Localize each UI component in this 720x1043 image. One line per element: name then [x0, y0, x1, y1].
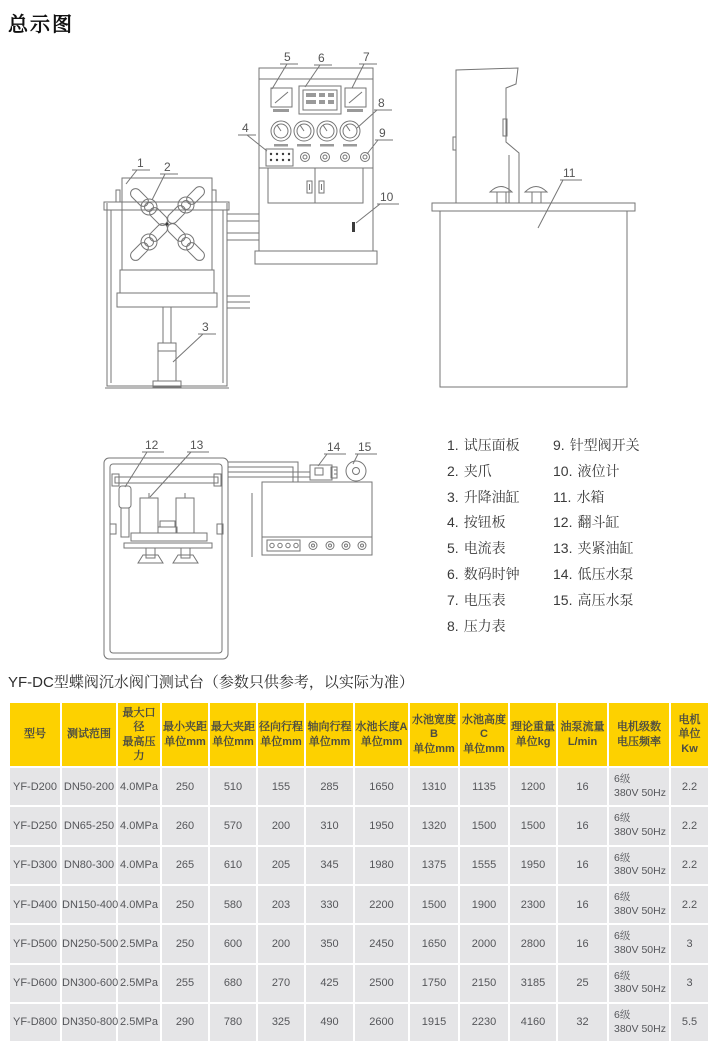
table-cell: 1915 [410, 1004, 458, 1041]
legend-item: 10. 液位计 [553, 462, 620, 479]
table-cell: DN65-250 [62, 807, 116, 844]
button-panel-icon [266, 149, 293, 166]
legend-col-1 [447, 433, 520, 639]
table-cell: 2.2 [671, 768, 708, 805]
level-gauge-icon [352, 222, 355, 232]
legend-item: 2. 夹爪 [447, 462, 492, 479]
column-header: 轴向行程 单位mm [306, 703, 353, 766]
table-row [10, 768, 708, 805]
legend-col-2 [553, 433, 640, 614]
table-cell: 1650 [410, 925, 458, 962]
table-cell: YF-D500 [10, 925, 60, 962]
table-cell: 350 [306, 925, 353, 962]
legend-item: 13. 夹紧油缸 [553, 540, 634, 557]
callout-13: 13 [190, 438, 204, 452]
table-cell: 200 [258, 925, 304, 962]
low-pressure-pump-icon [310, 465, 337, 480]
table-cell: 2000 [460, 925, 508, 962]
table-cell: 2600 [355, 1004, 408, 1041]
table-cell: 330 [306, 886, 353, 923]
column-header: 电机 单位Kw [671, 703, 708, 766]
callout-8: 8 [378, 96, 385, 110]
table-cell: 1500 [460, 807, 508, 844]
tilt-tank-drawing [104, 458, 372, 659]
table-cell: 203 [258, 886, 304, 923]
callout-6: 6 [318, 51, 325, 65]
table-cell: 1500 [510, 807, 556, 844]
callout-2: 2 [164, 160, 171, 174]
table-cell: 16 [558, 925, 607, 962]
table-cell: 155 [258, 768, 304, 805]
table-cell: 4160 [510, 1004, 556, 1041]
table-cell: 260 [162, 807, 208, 844]
table-cell: 1950 [355, 807, 408, 844]
column-header: 油泵流量 L/min [558, 703, 607, 766]
table-cell: 2200 [355, 886, 408, 923]
table-cell: YF-D300 [10, 847, 60, 884]
table-cell: 490 [306, 1004, 353, 1041]
table-cell: 250 [162, 886, 208, 923]
table-cell: 580 [210, 886, 256, 923]
spec-table [8, 701, 710, 1043]
table-cell: 1650 [355, 768, 408, 805]
table-cell: YF-D600 [10, 965, 60, 1002]
table-cell: YF-D200 [10, 768, 60, 805]
table-cell: 2800 [510, 925, 556, 962]
column-header: 水池高度C 单位mm [460, 703, 508, 766]
table-cell: 1200 [510, 768, 556, 805]
callout-5: 5 [284, 50, 291, 64]
table-cell: YF-D400 [10, 886, 60, 923]
legend-item: 11. 水箱 [553, 488, 605, 505]
pressure-gauges-icon [271, 121, 360, 147]
table-cell: 1375 [410, 847, 458, 884]
table-cell: DN250-500 [62, 925, 116, 962]
table-cell: 4.0MPa [118, 768, 160, 805]
table-cell: 16 [558, 847, 607, 884]
table-cell: 680 [210, 965, 256, 1002]
column-header: 电机级数 电压频率 [609, 703, 669, 766]
callout-4: 4 [242, 121, 249, 135]
table-cell: 2.5MPa [118, 925, 160, 962]
table-cell: 6级 380V 50Hz [609, 886, 669, 923]
table-cell: 2450 [355, 925, 408, 962]
callout-7: 7 [363, 50, 370, 64]
table-cell: 25 [558, 965, 607, 1002]
table-cell: YF-D250 [10, 807, 60, 844]
table-cell: 345 [306, 847, 353, 884]
callout-3: 3 [202, 320, 209, 334]
table-cell: 1310 [410, 768, 458, 805]
callout-9: 9 [379, 126, 386, 140]
column-header: 水池宽度B 单位mm [410, 703, 458, 766]
page-title: 总示图 [8, 14, 74, 36]
table-cell: 510 [210, 768, 256, 805]
table-cell: 425 [306, 965, 353, 1002]
table-row [10, 1004, 708, 1041]
ammeter-icon [271, 88, 292, 112]
spec-table-body [10, 768, 708, 1041]
table-cell: 200 [258, 807, 304, 844]
table-cell: 325 [258, 1004, 304, 1041]
table-cell: 1950 [510, 847, 556, 884]
column-header: 型号 [10, 703, 60, 766]
column-header: 最大夹距 单位mm [210, 703, 256, 766]
table-cell: 205 [258, 847, 304, 884]
legend-item: 6. 数码时钟 [447, 565, 520, 582]
voltmeter-icon [345, 88, 366, 112]
table-cell: 3 [671, 965, 708, 1002]
legend-item: 12. 翻斗缸 [553, 514, 620, 531]
table-cell: 1135 [460, 768, 508, 805]
column-header: 测试范围 [62, 703, 116, 766]
column-header: 最小夹距 单位mm [162, 703, 208, 766]
high-pressure-pump-icon [346, 461, 366, 481]
table-cell: 600 [210, 925, 256, 962]
table-cell: 6级 380V 50Hz [609, 1004, 669, 1041]
table-cell: 610 [210, 847, 256, 884]
table-cell: 6级 380V 50Hz [609, 807, 669, 844]
table-cell: 265 [162, 847, 208, 884]
table-cell: 3185 [510, 965, 556, 1002]
table-cell: 4.0MPa [118, 886, 160, 923]
column-header: 理论重量 单位kg [510, 703, 556, 766]
table-cell: 4.0MPa [118, 807, 160, 844]
table-row [10, 807, 708, 844]
table-cell: 250 [162, 925, 208, 962]
table-title: YF-DC型蝶阀沉水阀门测试台（参数只供参考，以实际为准） [8, 674, 414, 691]
press-machine-drawing [104, 178, 259, 388]
table-cell: 570 [210, 807, 256, 844]
legend-item: 8. 压力表 [447, 617, 506, 634]
table-cell: 2.2 [671, 886, 708, 923]
table-cell: DN80-300 [62, 847, 116, 884]
callout-14: 14 [327, 440, 341, 454]
callout-15: 15 [358, 440, 372, 454]
table-cell: 16 [558, 768, 607, 805]
water-tank-drawing [432, 68, 635, 387]
table-cell: 2.5MPa [118, 1004, 160, 1041]
table-cell: 285 [306, 768, 353, 805]
table-cell: 2.5MPa [118, 965, 160, 1002]
table-cell: 32 [558, 1004, 607, 1041]
table-cell: 2230 [460, 1004, 508, 1041]
table-row [10, 965, 708, 1002]
callouts [125, 50, 582, 497]
table-cell: YF-D800 [10, 1004, 60, 1041]
callout-12: 12 [145, 438, 159, 452]
table-cell: 3 [671, 925, 708, 962]
table-cell: 5.5 [671, 1004, 708, 1041]
table-cell: 310 [306, 807, 353, 844]
table-cell: 255 [162, 965, 208, 1002]
column-header: 最大口径 最高压力 [118, 703, 160, 766]
digital-clock-icon [299, 86, 341, 114]
table-cell: 2.2 [671, 847, 708, 884]
legend-item: 3. 升降油缸 [447, 488, 520, 505]
spec-table-header-row [10, 703, 708, 766]
table-cell: 16 [558, 807, 607, 844]
callout-10: 10 [380, 190, 394, 204]
table-cell: DN350-800 [62, 1004, 116, 1041]
table-cell: 270 [258, 965, 304, 1002]
legend-item: 1. 试压面板 [447, 437, 520, 453]
callout-11: 11 [563, 166, 576, 180]
table-cell: 1750 [410, 965, 458, 1002]
legend-item: 9. 针型阀开关 [553, 437, 640, 453]
table-cell: 1555 [460, 847, 508, 884]
spec-section [8, 671, 712, 1043]
legend-item: 15. 高压水泵 [553, 591, 634, 608]
table-cell: 250 [162, 768, 208, 805]
table-cell: 290 [162, 1004, 208, 1041]
control-cabinet-drawing [255, 68, 377, 264]
table-cell: 6级 380V 50Hz [609, 965, 669, 1002]
table-cell: 780 [210, 1004, 256, 1041]
table-cell: 2.2 [671, 807, 708, 844]
table-cell: 1320 [410, 807, 458, 844]
legend-item: 5. 电流表 [447, 540, 506, 557]
table-cell: 16 [558, 886, 607, 923]
table-row [10, 886, 708, 923]
table-cell: DN50-200 [62, 768, 116, 805]
table-cell: DN150-400 [62, 886, 116, 923]
table-cell: DN300-600 [62, 965, 116, 1002]
legend-item: 7. 电压表 [447, 591, 506, 608]
callout-1: 1 [137, 156, 144, 170]
table-cell: 6级 380V 50Hz [609, 768, 669, 805]
needle-valve-knobs-icon [301, 153, 370, 162]
column-header: 径向行程 单位mm [258, 703, 304, 766]
legend-item: 14. 低压水泵 [553, 565, 634, 582]
table-cell: 6级 380V 50Hz [609, 847, 669, 884]
table-cell: 1980 [355, 847, 408, 884]
table-cell: 2150 [460, 965, 508, 1002]
table-row [10, 847, 708, 884]
table-cell: 1900 [460, 886, 508, 923]
table-row [10, 925, 708, 962]
table-cell: 2300 [510, 886, 556, 923]
table-cell: 4.0MPa [118, 847, 160, 884]
column-header: 水池长度A 单位mm [355, 703, 408, 766]
table-cell: 1500 [410, 886, 458, 923]
table-cell: 6级 380V 50Hz [609, 925, 669, 962]
table-cell: 2500 [355, 965, 408, 1002]
legend-item: 4. 按钮板 [447, 514, 506, 531]
